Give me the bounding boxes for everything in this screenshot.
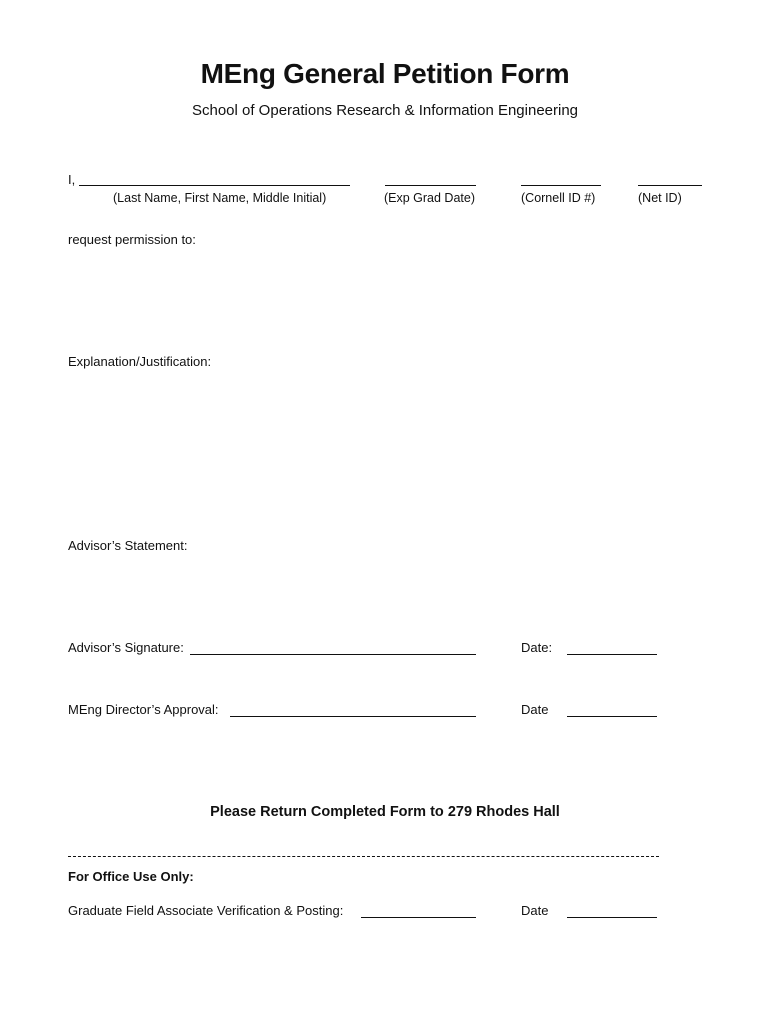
verification-line[interactable] — [361, 917, 476, 918]
office-use-label: For Office Use Only: — [68, 869, 194, 884]
form-title: MEng General Petition Form — [200, 58, 570, 89]
director-approval-label: MEng Director’s Approval: — [68, 702, 219, 717]
intro-prefix: I, — [68, 172, 76, 187]
verification-date-line[interactable] — [567, 917, 657, 918]
form-subtitle: School of Operations Research & Information Engineering — [191, 102, 579, 119]
return-note: Please Return Completed Form to 279 Rhodes Hall — [210, 804, 560, 820]
explanation-label: Explanation/Justification: — [68, 354, 212, 369]
grad-date-field-line[interactable] — [385, 185, 476, 186]
net-id-caption: (Net ID) — [638, 191, 682, 205]
director-date-line[interactable] — [567, 716, 657, 717]
cornell-id-field-line[interactable] — [521, 185, 601, 186]
advisor-signature-label: Advisor’s Signature: — [68, 640, 184, 655]
grad-date-caption: (Exp Grad Date) — [384, 191, 476, 205]
advisor-date-line[interactable] — [567, 654, 657, 655]
request-label: request permission to: — [68, 232, 196, 247]
office-use-divider — [68, 856, 659, 857]
verification-date-label: Date — [521, 903, 549, 918]
name-caption: (Last Name, First Name, Middle Initial) — [113, 191, 327, 205]
advisor-statement-label: Advisor’s Statement: — [68, 538, 188, 553]
director-date-label: Date — [521, 702, 549, 717]
verification-label: Graduate Field Associate Verification & Posting: — [68, 903, 344, 918]
name-field-line[interactable] — [79, 185, 350, 186]
director-approval-line[interactable] — [230, 716, 476, 717]
cornell-id-caption: (Cornell ID #) — [521, 191, 596, 205]
advisor-signature-line[interactable] — [190, 654, 476, 655]
net-id-field-line[interactable] — [638, 185, 702, 186]
advisor-date-label: Date: — [521, 640, 553, 655]
